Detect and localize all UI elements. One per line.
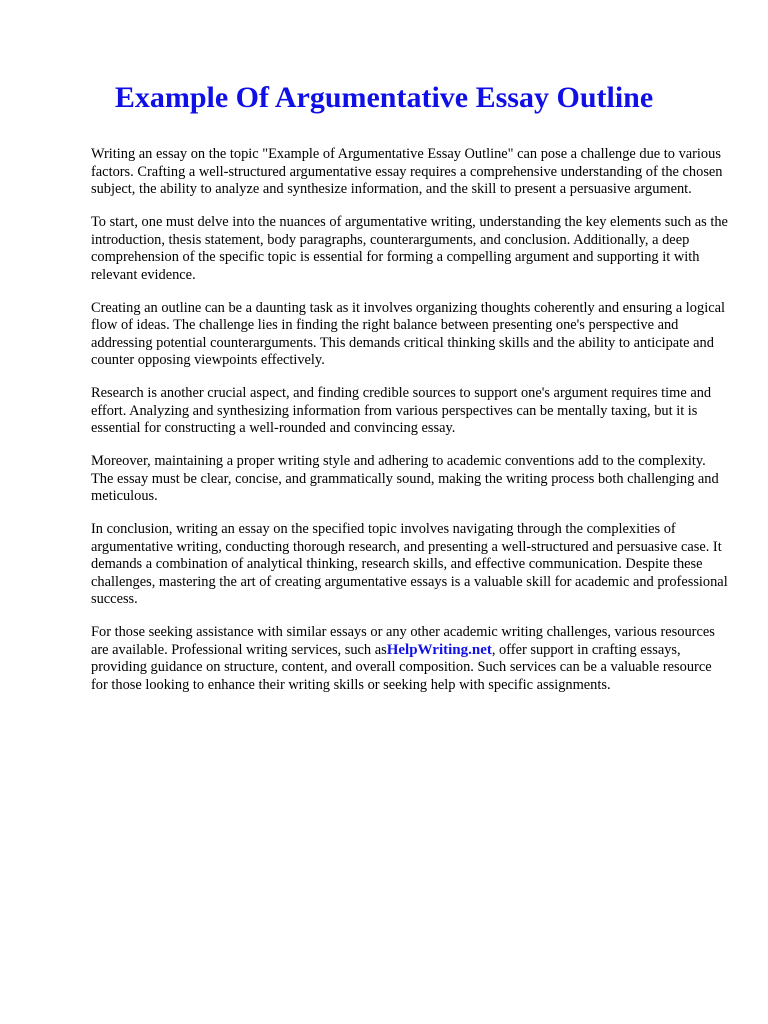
paragraph-intro: Writing an essay on the topic "Example of Argumentative Essay Outline" can pose a challenge due to various factors. Crafting a well-structured argumentative essay requires a comprehensive understanding of the chosen subject, the ability to analyze and synthesize information, and the skill to present a persuasive argument.: [91, 146, 723, 197]
page-title: Example Of Argumentative Essay Outline: [114, 81, 654, 114]
paragraph-style: Moreover, maintaining a proper writing style and adhering to academic conventions add to the complexity. The essay must be clear, concise, and grammatically sound, making the writing process both challenging and meticulous.: [91, 453, 719, 504]
paragraph-elements: To start, one must delve into the nuances of argumentative writing, understanding the key elements such as the introduction, thesis statement, body paragraphs, counterarguments, and conclusion. Additionally, a deep comprehension of the specific topic is essential for forming a compelling argument and supporting it with relevant evidence.: [91, 214, 728, 283]
paragraph-outline: Creating an outline can be a daunting task as it involves organizing thoughts coherently and ensuring a logical flow of ideas. The challenge lies in finding the right balance between presenting one's perspective and addressing potential counterarguments. This demands critical thinking skills and the ability to anticipate and counter opposing viewpoints effectively.: [91, 299, 725, 368]
paragraph-resources: [91, 624, 731, 694]
paragraph-conclusion: In conclusion, writing an essay on the specified topic involves navigating through the complexities of argumentative writing, conducting thorough research, and presenting a well-structured and persuasive case. It demands a combination of analytical thinking, research skills, and effective communication. Despite these challenges, mastering the art of creating argumentative essays is a valuable skill for academic and professional success.: [91, 521, 728, 607]
resources-text-after-link: , offer support in crafting essays, providing guidance on structure, content, and overall composition. Such services can be a valuable resource for those looking to enhance their writing skills or seeking help with specific assignments.: [91, 641, 712, 693]
paragraph-research: Research is another crucial aspect, and finding credible sources to support one's argument requires time and effort. Analyzing and synthesizing information from various perspectives can be mentally taxing, but it is essential for constructing a well-rounded and convincing essay.: [91, 385, 712, 436]
helpwriting-link[interactable]: HelpWriting.net: [386, 641, 492, 658]
essay-body: [91, 146, 731, 710]
resources-text-before-link: For those seeking assistance with similar essays or any other academic writing challenges, various resources are available. Professional writing services, such as: [91, 624, 715, 658]
